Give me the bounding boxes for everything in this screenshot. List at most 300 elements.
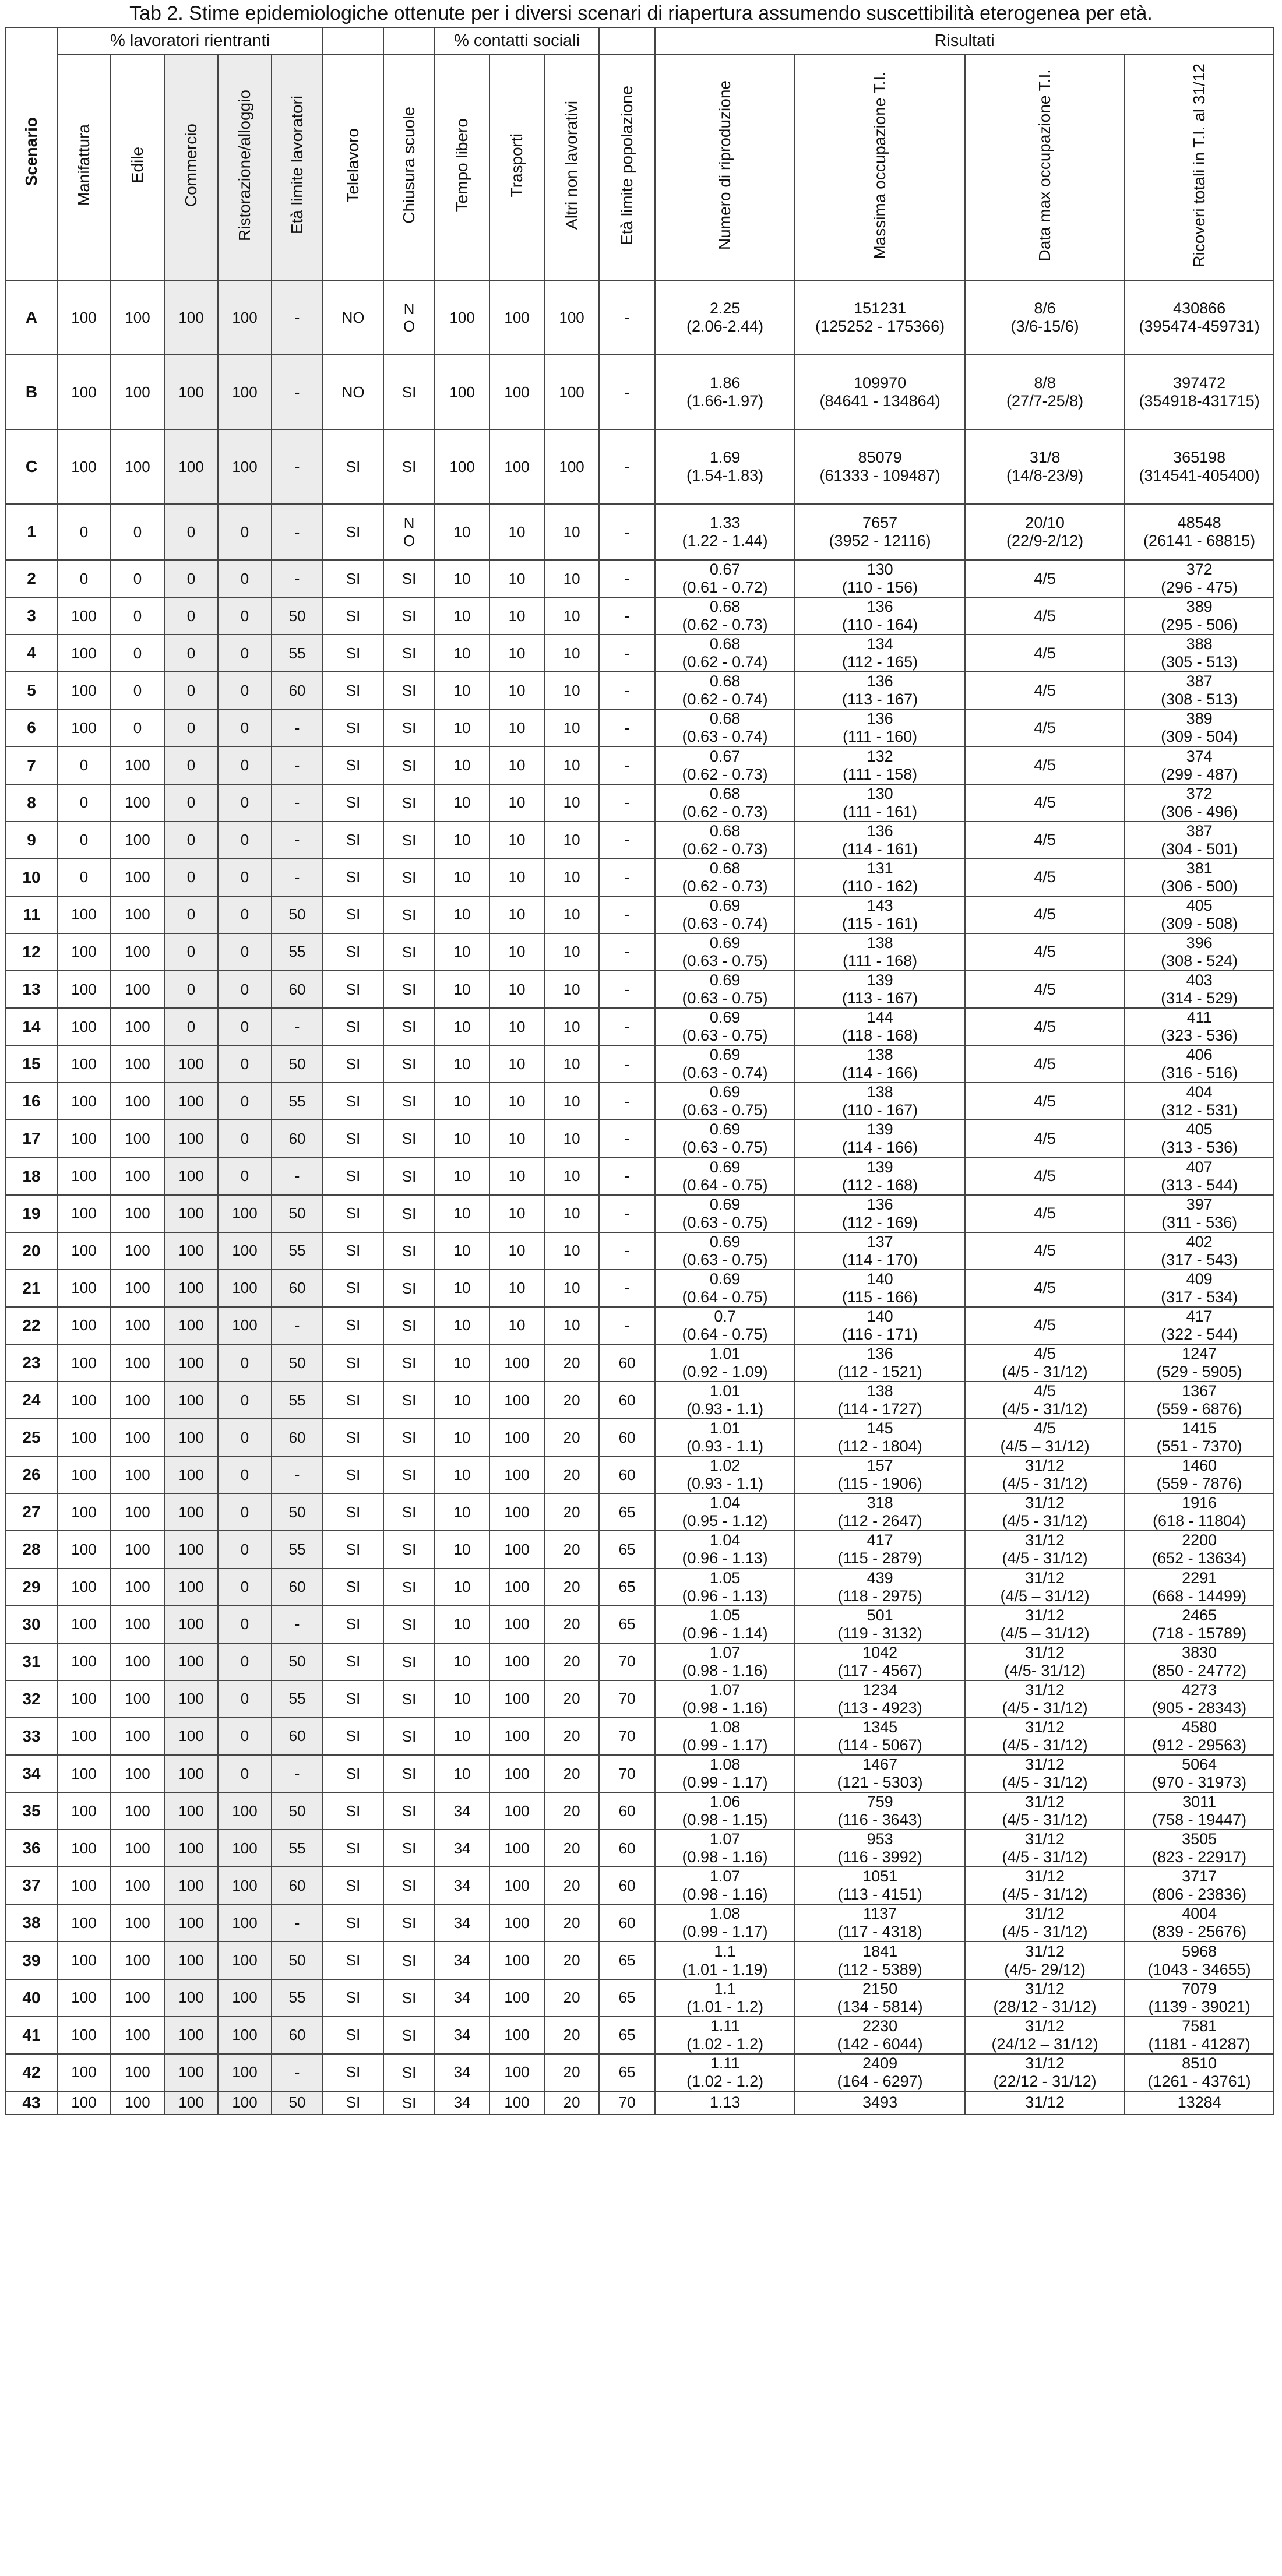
table-row	[6, 1232, 1274, 1270]
result-interval: (1.54-1.83)	[686, 467, 764, 484]
cell: 0	[218, 1680, 272, 1718]
cell: 100	[111, 1493, 164, 1531]
cell-r	[655, 1045, 795, 1083]
cell: 100	[57, 1755, 111, 1792]
cell-r	[655, 597, 795, 635]
result-interval: (111 - 158)	[843, 765, 918, 783]
cell: 0	[164, 635, 218, 672]
cell-max-ti	[795, 1382, 965, 1419]
cell: 10	[435, 746, 489, 784]
result-value: 397	[1186, 1195, 1213, 1213]
cell: 100	[57, 1830, 111, 1867]
table-row	[6, 709, 1274, 746]
cell: 0	[218, 1718, 272, 1755]
cell-ricoveri	[1125, 896, 1274, 933]
result-value: 1.08	[709, 1756, 741, 1774]
cell: SI	[383, 971, 435, 1008]
result-value: 2150	[862, 1979, 898, 1997]
cell: 10	[544, 1083, 599, 1120]
cell: 100	[57, 709, 111, 746]
cell: 10	[489, 1158, 544, 1195]
cell: 100	[489, 1792, 544, 1830]
scenario-id: 43	[6, 2091, 57, 2115]
cell: 0	[164, 784, 218, 822]
result-interval: (308 - 513)	[1161, 690, 1238, 709]
cell: SI	[383, 2054, 435, 2091]
cell-ricoveri	[1125, 1979, 1274, 2017]
cell: 100	[489, 1941, 544, 1979]
result-value: 1467	[862, 1756, 898, 1774]
cell: 100	[164, 355, 218, 429]
cell: 10	[544, 1307, 599, 1344]
result-value: 31/12	[1025, 2054, 1065, 2072]
cell: -	[599, 1120, 655, 1157]
cell: -	[272, 784, 323, 822]
result-value: 4/5	[1034, 718, 1056, 736]
cell: 50	[272, 597, 323, 635]
result-interval: (4/5 - 31/12)	[1002, 1549, 1088, 1567]
table-row	[6, 746, 1274, 784]
cell: -	[599, 672, 655, 709]
result-interval: (4/5 - 31/12)	[1002, 1363, 1088, 1381]
group-empty-2	[383, 27, 435, 54]
result-value: 1.08	[709, 1718, 741, 1736]
cell: 0	[218, 1083, 272, 1120]
cell-r	[655, 1232, 795, 1270]
cell: -	[599, 1045, 655, 1083]
cell-max-ti	[795, 672, 965, 709]
result-interval: (295 - 506)	[1161, 616, 1238, 634]
cell: SI	[383, 1158, 435, 1195]
cell-max-ti	[795, 1867, 965, 1904]
cell: 0	[57, 784, 111, 822]
cell: SI	[383, 1008, 435, 1045]
result-value: 0.69	[709, 933, 741, 952]
cell: 100	[57, 1680, 111, 1718]
cell-ricoveri	[1125, 1941, 1274, 1979]
cell: 10	[489, 971, 544, 1008]
cell: 55	[272, 1232, 323, 1270]
result-value: 4/5	[1034, 607, 1056, 625]
result-value: 136	[867, 822, 893, 840]
cell-data-max	[965, 635, 1125, 672]
cell: SI	[383, 1643, 435, 1680]
result-interval: (0.62 - 0.73)	[682, 840, 768, 858]
scenario-id: 35	[6, 1792, 57, 1830]
result-value: 4/5	[1034, 1279, 1056, 1297]
cell: 55	[272, 1680, 323, 1718]
cell-r	[655, 1456, 795, 1493]
cell: SI	[323, 709, 383, 746]
result-interval: (0.64 - 0.75)	[682, 1325, 768, 1343]
result-value: 139	[867, 1120, 893, 1139]
scenario-id: 38	[6, 1904, 57, 1941]
result-value: 0.68	[709, 784, 741, 802]
cell-data-max	[965, 709, 1125, 746]
cell: 0	[111, 504, 164, 560]
scenario-id: 39	[6, 1941, 57, 1979]
result-value: 7581	[1182, 2017, 1217, 2035]
cell: 100	[218, 355, 272, 429]
cell: 70	[599, 1643, 655, 1680]
cell: 20	[544, 1344, 599, 1382]
cell-ricoveri	[1125, 1755, 1274, 1792]
cell: 0	[218, 1158, 272, 1195]
cell-max-ti	[795, 1307, 965, 1344]
table-row	[6, 859, 1274, 896]
cell: SI	[323, 1008, 383, 1045]
result-value: 381	[1186, 859, 1213, 877]
cell: 100	[57, 1569, 111, 1606]
cell: 50	[272, 896, 323, 933]
result-interval: (22/9-2/12)	[1006, 532, 1084, 549]
cell: -	[599, 1083, 655, 1120]
result-value: 1.86	[709, 374, 741, 392]
result-value: 144	[867, 1009, 893, 1027]
cell-max-ti	[795, 784, 965, 822]
scenario-id: 20	[6, 1232, 57, 1270]
result-value: 1.11	[710, 2017, 740, 2035]
cell: -	[272, 1904, 323, 1941]
cell-ricoveri	[1125, 822, 1274, 859]
cell: 100	[57, 2054, 111, 2091]
cell-data-max	[965, 2091, 1125, 2115]
cell-max-ti	[795, 280, 965, 355]
cell: SI	[323, 2054, 383, 2091]
cell-ricoveri	[1125, 746, 1274, 784]
cell: 10	[435, 1718, 489, 1755]
cell: SI	[383, 1382, 435, 1419]
cell-ricoveri	[1125, 1606, 1274, 1643]
cell-max-ti	[795, 1158, 965, 1195]
col-edile: Edile	[111, 54, 164, 280]
cell: 10	[544, 1270, 599, 1307]
cell: -	[272, 709, 323, 746]
result-interval: (1.01 - 1.2)	[686, 1997, 764, 2015]
result-interval: (3/6-15/6)	[1010, 318, 1079, 335]
cell: 10	[544, 1045, 599, 1083]
result-value: 1234	[862, 1680, 898, 1698]
result-interval: (395474-459731)	[1139, 318, 1260, 335]
cell: -	[599, 1307, 655, 1344]
result-value: 0.7	[714, 1307, 736, 1325]
cell: 100	[489, 1643, 544, 1680]
result-value: 4/5	[1034, 1419, 1056, 1437]
col-massima-occupazione: Massima occupazione T.I.	[795, 54, 965, 280]
result-interval: (24/12 – 31/12)	[991, 2035, 1098, 2053]
cell-ricoveri	[1125, 504, 1274, 560]
cell-ricoveri	[1125, 1680, 1274, 1718]
result-interval: (1.22 - 1.44)	[682, 532, 768, 549]
result-value: 31/12	[1025, 1569, 1065, 1587]
result-interval: (668 - 14499)	[1152, 1587, 1247, 1605]
cell: -	[272, 1307, 323, 1344]
cell: 10	[489, 1120, 544, 1157]
scenario-id: 15	[6, 1045, 57, 1083]
cell: 100	[111, 1606, 164, 1643]
cell-data-max	[965, 1083, 1125, 1120]
cell-r	[655, 1195, 795, 1232]
result-interval: (2.06-2.44)	[686, 318, 764, 335]
cell: 20	[544, 2091, 599, 2115]
result-interval: (112 - 168)	[842, 1176, 918, 1194]
result-interval: (0.93 - 1.1)	[686, 1437, 764, 1456]
result-interval: (309 - 504)	[1161, 728, 1238, 746]
cell: 0	[218, 709, 272, 746]
result-interval: (115 - 166)	[842, 1288, 918, 1306]
cell-data-max	[965, 822, 1125, 859]
table-row	[6, 1643, 1274, 1680]
cell: SI	[323, 1718, 383, 1755]
cell: 10	[435, 1195, 489, 1232]
cell: 100	[111, 822, 164, 859]
result-interval: (114 - 1727)	[837, 1400, 922, 1418]
cell: 100	[57, 1344, 111, 1382]
cell-ricoveri	[1125, 1531, 1274, 1568]
cell: 10	[489, 1232, 544, 1270]
cell: 0	[218, 635, 272, 672]
cell-r	[655, 1493, 795, 1531]
scenario-id: 3	[6, 597, 57, 635]
result-value: 3505	[1182, 1830, 1217, 1848]
cell: 100	[57, 1979, 111, 2017]
cell: 10	[544, 504, 599, 560]
cell: 60	[599, 1867, 655, 1904]
cell: 100	[218, 1792, 272, 1830]
result-value: 4/5	[1034, 1345, 1056, 1363]
result-interval: (529 - 5905)	[1156, 1363, 1242, 1381]
scenario-id: 19	[6, 1195, 57, 1232]
scenario-id: 8	[6, 784, 57, 822]
cell-ricoveri	[1125, 2091, 1274, 2115]
cell-data-max	[965, 1830, 1125, 1867]
cell: 10	[435, 1083, 489, 1120]
cell: 10	[435, 1419, 489, 1456]
cell: SI	[383, 1941, 435, 1979]
cell: -	[599, 709, 655, 746]
cell: 100	[164, 2017, 218, 2054]
cell-data-max	[965, 2054, 1125, 2091]
cell: 100	[164, 1680, 218, 1718]
cell: SI	[383, 1232, 435, 1270]
cell: SI	[383, 859, 435, 896]
result-value: 404	[1186, 1083, 1213, 1101]
result-value: 1.08	[709, 1905, 741, 1923]
scenario-id: 40	[6, 1979, 57, 2017]
result-interval: (0.63 - 0.75)	[682, 952, 768, 970]
result-interval: (823 - 22917)	[1152, 1848, 1247, 1866]
cell: 100	[57, 1195, 111, 1232]
result-interval: (0.93 - 1.1)	[686, 1400, 764, 1418]
result-value: 31/12	[1025, 2094, 1065, 2112]
cell-r	[655, 1083, 795, 1120]
result-value: 31/12	[1025, 1793, 1065, 1811]
cell-ricoveri	[1125, 355, 1274, 429]
table-row	[6, 1718, 1274, 1755]
cell: SI	[383, 429, 435, 504]
result-value: 132	[867, 747, 893, 765]
scenario-id: 34	[6, 1755, 57, 1792]
result-interval: (115 - 2879)	[837, 1549, 922, 1567]
cell: SI	[323, 560, 383, 597]
cell: -	[599, 1195, 655, 1232]
cell-data-max	[965, 1195, 1125, 1232]
result-interval: (309 - 508)	[1161, 914, 1238, 932]
result-value: 31/12	[1025, 1606, 1065, 1624]
cell: 10	[435, 709, 489, 746]
scenario-id: 11	[6, 896, 57, 933]
cell: 70	[599, 1680, 655, 1718]
cell-data-max	[965, 560, 1125, 597]
cell-r	[655, 1158, 795, 1195]
cell-r	[655, 1008, 795, 1045]
table-row	[6, 1120, 1274, 1157]
result-value: 130	[867, 784, 893, 802]
result-value: 1841	[862, 1942, 898, 1960]
scenario-id: 16	[6, 1083, 57, 1120]
result-interval: (110 - 164)	[842, 616, 918, 634]
cell: 100	[164, 1307, 218, 1344]
result-value: 501	[867, 1606, 893, 1624]
cell: 100	[164, 1456, 218, 1493]
cell: 100	[489, 1718, 544, 1755]
cell: 100	[489, 1382, 544, 1419]
result-interval: (14/8-23/9)	[1006, 467, 1084, 484]
result-value: 136	[867, 598, 893, 616]
table-row	[6, 1830, 1274, 1867]
col-commercio: Commercio	[164, 54, 218, 280]
result-interval: (0.99 - 1.17)	[682, 1736, 768, 1754]
cell: 0	[164, 859, 218, 896]
cell-data-max	[965, 1606, 1125, 1643]
cell: 10	[435, 1120, 489, 1157]
result-value: 4/5	[1034, 905, 1056, 924]
result-value: 136	[867, 1195, 893, 1213]
cell-ricoveri	[1125, 1493, 1274, 1531]
cell-max-ti	[795, 1606, 965, 1643]
result-value: 387	[1186, 672, 1213, 690]
scenarios-table	[5, 27, 1274, 2115]
cell: 60	[599, 1792, 655, 1830]
result-value: 5064	[1182, 1756, 1217, 1774]
table-row	[6, 1569, 1274, 1606]
cell-ricoveri	[1125, 784, 1274, 822]
cell: 100	[57, 2017, 111, 2054]
result-interval: (110 - 162)	[842, 877, 918, 895]
cell: 100	[111, 280, 164, 355]
result-value: 0.68	[709, 710, 741, 728]
result-interval: (116 - 3992)	[837, 1848, 922, 1866]
result-value: 4/5	[1034, 1242, 1056, 1260]
cell: 100	[164, 1531, 218, 1568]
result-interval: (308 - 524)	[1161, 952, 1238, 970]
cell-r	[655, 560, 795, 597]
table-caption: Tab 2. Stime epidemiologiche ottenute per i diversi scenari di riapertura assumendo suscettibilità eterogenea per età.	[129, 2, 1153, 24]
result-interval: (305 - 513)	[1161, 653, 1238, 671]
result-interval: (22/12 - 31/12)	[993, 2072, 1097, 2090]
result-interval: (1.02 - 1.2)	[686, 2035, 764, 2053]
result-value: 31/12	[1025, 1680, 1065, 1698]
cell-data-max	[965, 1718, 1125, 1755]
scenario-id: 26	[6, 1456, 57, 1493]
result-value: 4/5	[1034, 569, 1056, 587]
cell: -	[599, 746, 655, 784]
cell: 100	[111, 1008, 164, 1045]
cell-data-max	[965, 1755, 1125, 1792]
col-eta-popolazione: Età limite popolazione	[599, 54, 655, 280]
cell: 34	[435, 1830, 489, 1867]
result-interval: (115 - 161)	[842, 914, 918, 932]
cell: -	[599, 597, 655, 635]
table-row	[6, 1979, 1274, 2017]
result-interval: (4/5 - 31/12)	[1002, 1848, 1088, 1866]
cell: -	[599, 971, 655, 1008]
cell: 10	[435, 1569, 489, 1606]
cell: 34	[435, 2017, 489, 2054]
cell-data-max	[965, 896, 1125, 933]
cell: SI	[323, 1979, 383, 2017]
result-value: 1247	[1182, 1345, 1217, 1363]
cell: 0	[164, 822, 218, 859]
result-interval: (112 - 169)	[842, 1213, 918, 1231]
cell: SI	[383, 1419, 435, 1456]
cell: 100	[111, 1344, 164, 1382]
cell: 50	[272, 1344, 323, 1382]
cell: 10	[489, 635, 544, 672]
cell-max-ti	[795, 1195, 965, 1232]
cell: 0	[218, 1456, 272, 1493]
result-value: 0.68	[709, 598, 741, 616]
result-interval: (0.61 - 0.72)	[682, 579, 768, 597]
scenario-id: 12	[6, 933, 57, 971]
cell: SI	[383, 1792, 435, 1830]
cell: -	[599, 896, 655, 933]
cell-r	[655, 1792, 795, 1830]
cell-max-ti	[795, 1792, 965, 1830]
cell-r	[655, 1569, 795, 1606]
cell: SI	[383, 1307, 435, 1344]
cell: 10	[544, 672, 599, 709]
result-interval: (112 - 165)	[842, 653, 918, 671]
cell: 0	[218, 1531, 272, 1568]
scenario-id: A	[6, 280, 57, 355]
cell: -	[599, 1008, 655, 1045]
cell: SI	[383, 1531, 435, 1568]
table-row	[6, 1680, 1274, 1718]
result-value: 31/12	[1025, 1457, 1065, 1475]
scenario-id: 29	[6, 1569, 57, 1606]
cell: 100	[435, 429, 489, 504]
cell: 100	[164, 429, 218, 504]
result-interval: (4/5 - 31/12)	[1002, 1512, 1088, 1530]
result-interval: (119 - 3132)	[837, 1624, 922, 1642]
cell: SI	[323, 2017, 383, 2054]
result-value: 0.69	[709, 1009, 741, 1027]
col-manifattura: Manifattura	[57, 54, 111, 280]
cell-max-ti	[795, 709, 965, 746]
result-value: 20/10	[1025, 514, 1065, 531]
cell-r	[655, 2017, 795, 2054]
result-interval: (113 - 167)	[842, 690, 918, 709]
cell: 0	[111, 597, 164, 635]
cell: 0	[57, 504, 111, 560]
cell: 100	[489, 355, 544, 429]
cell: 100	[111, 1718, 164, 1755]
table-row	[6, 971, 1274, 1008]
result-value: 109970	[854, 374, 907, 392]
cell: 10	[544, 896, 599, 933]
cell: 100	[489, 1493, 544, 1531]
